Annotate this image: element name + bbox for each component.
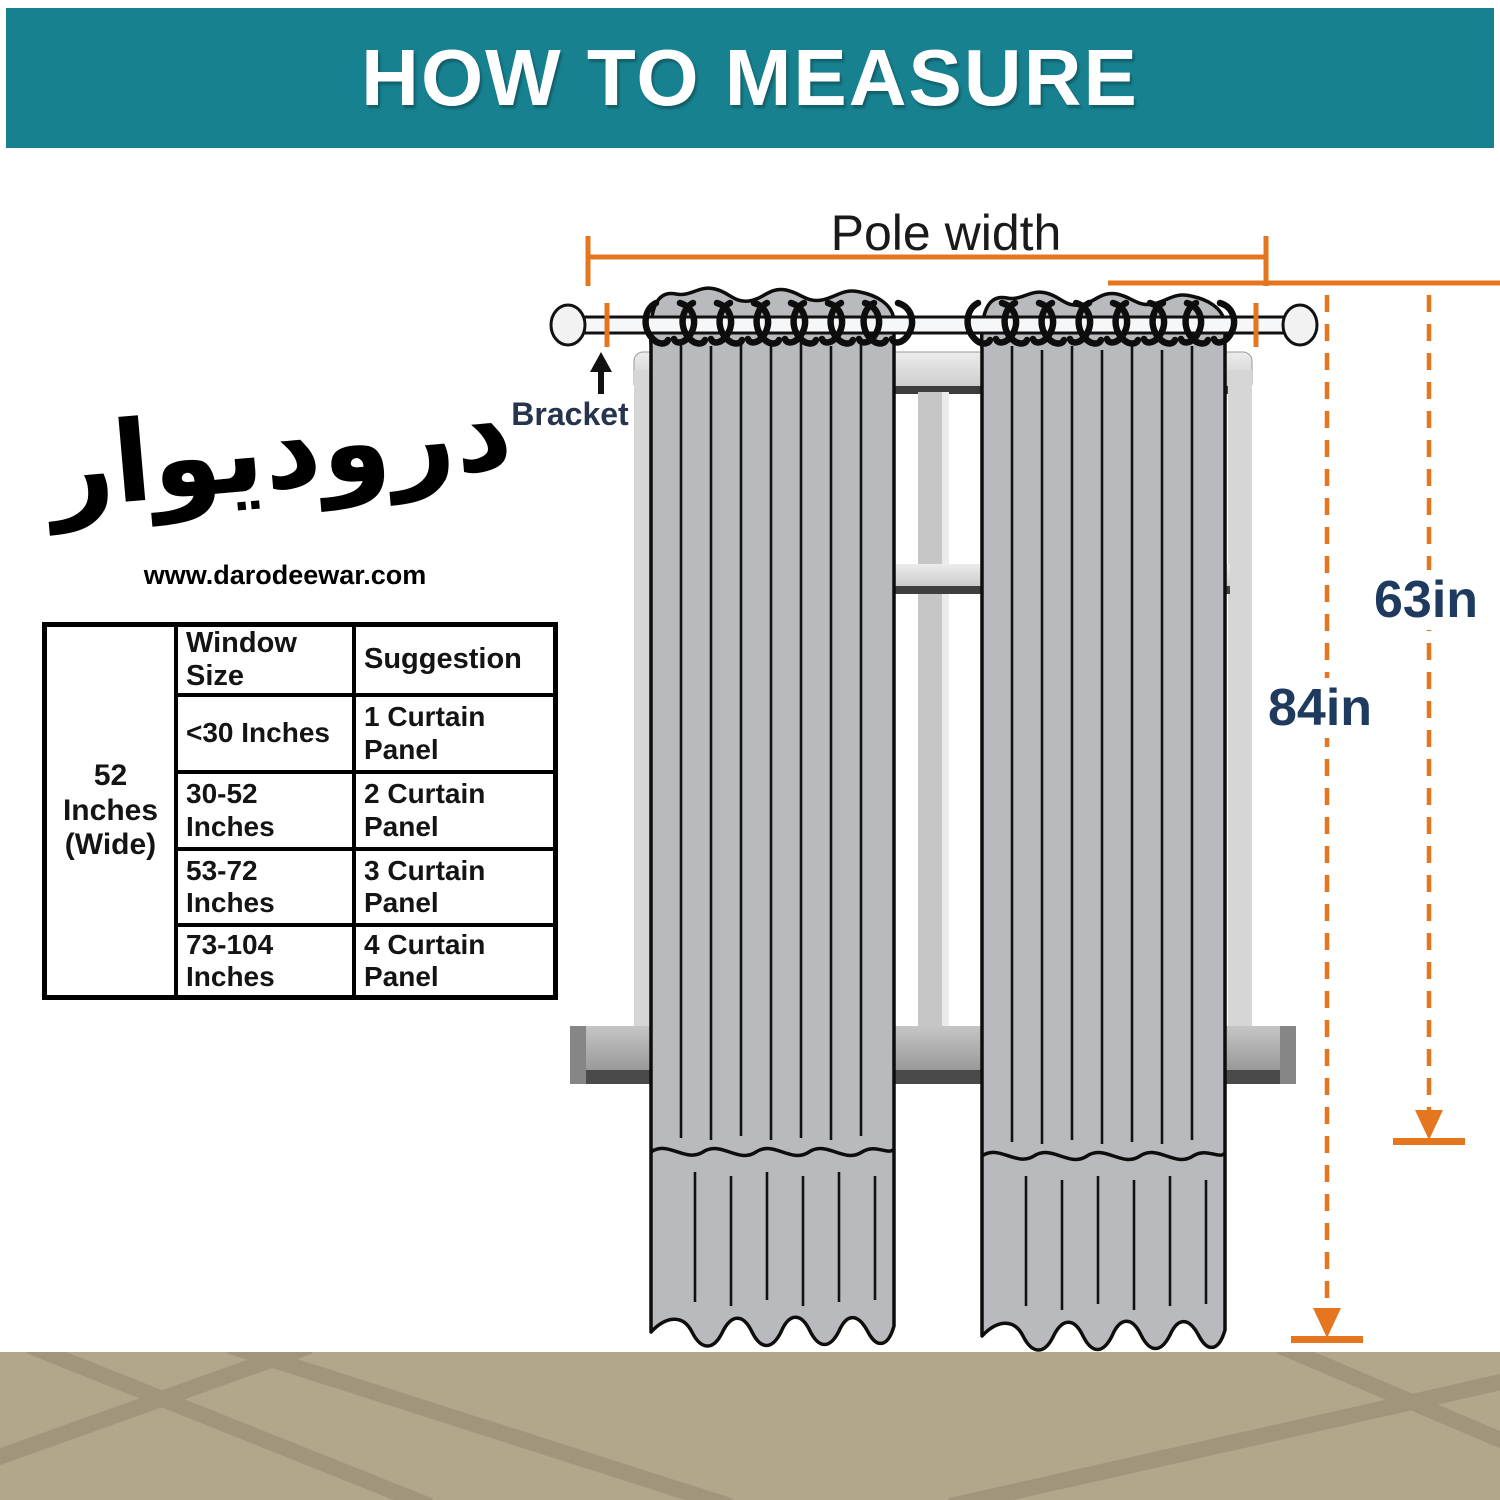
bracket-arrow-icon bbox=[590, 352, 612, 394]
curtain-length-84-label: 84in bbox=[1260, 678, 1380, 738]
brand-logo-calligraphy: درودیوار bbox=[43, 365, 517, 535]
table-cell-suggestion: 1 Curtain Panel bbox=[356, 697, 553, 774]
curtain-measure-diagram bbox=[500, 190, 1500, 1360]
table-cell-window-size: 53-72 Inches bbox=[178, 851, 356, 927]
table-col-header-suggestion: Suggestion bbox=[356, 627, 553, 697]
table-row-label: 52 Inches (Wide) bbox=[47, 627, 178, 995]
table-cell-window-size: 73-104 Inches bbox=[178, 927, 356, 995]
header-banner bbox=[6, 8, 1494, 148]
table-cell-suggestion: 3 Curtain Panel bbox=[356, 851, 553, 927]
floor-tile-lines bbox=[0, 1352, 1500, 1500]
down-arrow-icon-84 bbox=[1291, 1308, 1363, 1343]
curtain-panel-left bbox=[651, 288, 894, 1346]
floor bbox=[0, 1352, 1500, 1500]
curtain-panel-right bbox=[982, 292, 1225, 1350]
curtain-length-63-label: 63in bbox=[1366, 570, 1486, 630]
table-col-header-window-size: Window Size bbox=[178, 627, 356, 697]
rod-finial-right bbox=[1283, 305, 1317, 345]
page-title: HOW TO MEASURE bbox=[361, 33, 1139, 122]
brand-website: www.darodeewar.com bbox=[143, 560, 427, 590]
table-cell-suggestion: 2 Curtain Panel bbox=[356, 774, 553, 851]
table-cell-suggestion: 4 Curtain Panel bbox=[364, 928, 486, 992]
bracket-label: Bracket bbox=[511, 396, 629, 432]
rod-finial-left bbox=[551, 305, 585, 345]
table-cell-window-size: 30-52 Inches bbox=[178, 774, 356, 851]
pole-width-label: Pole width bbox=[830, 205, 1062, 261]
table-cell-window-size: <30 Inches bbox=[178, 697, 356, 774]
size-table bbox=[42, 622, 558, 1000]
down-arrow-icon-63 bbox=[1393, 1110, 1465, 1145]
